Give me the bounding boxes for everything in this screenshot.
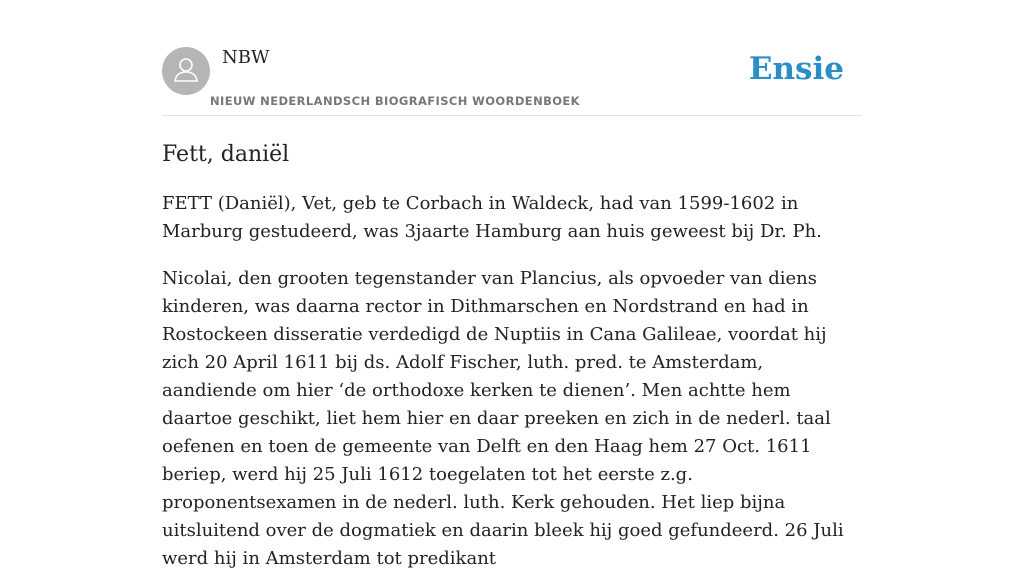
- page: [162, 0, 862, 573]
- user-avatar-icon: [171, 54, 201, 89]
- article-paragraph: FETT (Daniël), Vet, geb te Corbach in Waldeck, had van 1599-1602 in Marburg gestudeerd, was 3jaarte Hamburg aan huis geweest bij Dr. Ph.: [162, 193, 822, 242]
- source-avatar[interactable]: [162, 47, 210, 95]
- source-header: [162, 0, 862, 116]
- source-name-link[interactable]: NBW: [222, 47, 270, 68]
- ensie-logo[interactable]: Ensie: [748, 51, 844, 87]
- source-subtitle: NIEUW NEDERLANDSCH BIOGRAFISCH WOORDENBOEK: [210, 94, 580, 108]
- article-paragraph: Nicolai, den grooten tegenstander van Plancius, als opvoeder van diens kinderen, was daarna rector in Dithmarschen en Nordstrand en had in Rostockeen disseratie verdedigd de Nuptiis in Cana Galileae, voordat hij zich 20 April 1611 bij ds. Adolf Fischer, luth. pred. te Amsterdam, aandiende om hier ‘de orthodoxe kerken te dienen’. Men achtte hem daartoe geschikt, liet hem hier en daar preeken en zich in de nederl. taal oefenen en toen de gemeente van Delft en den Haag hem 27 Oct. 1611 beriep, werd hij 25 Juli 1612 toegelaten tot het eerste z.g. proponentsexamen in de nederl. luth. Kerk gehouden. Het liep bijna uitsluitend over de dogmatiek en daarin bleek hij goed gefundeerd. 26 Juli werd hij in Amsterdam tot predikant: [162, 268, 844, 569]
- article-title: Fett, daniël: [162, 142, 290, 167]
